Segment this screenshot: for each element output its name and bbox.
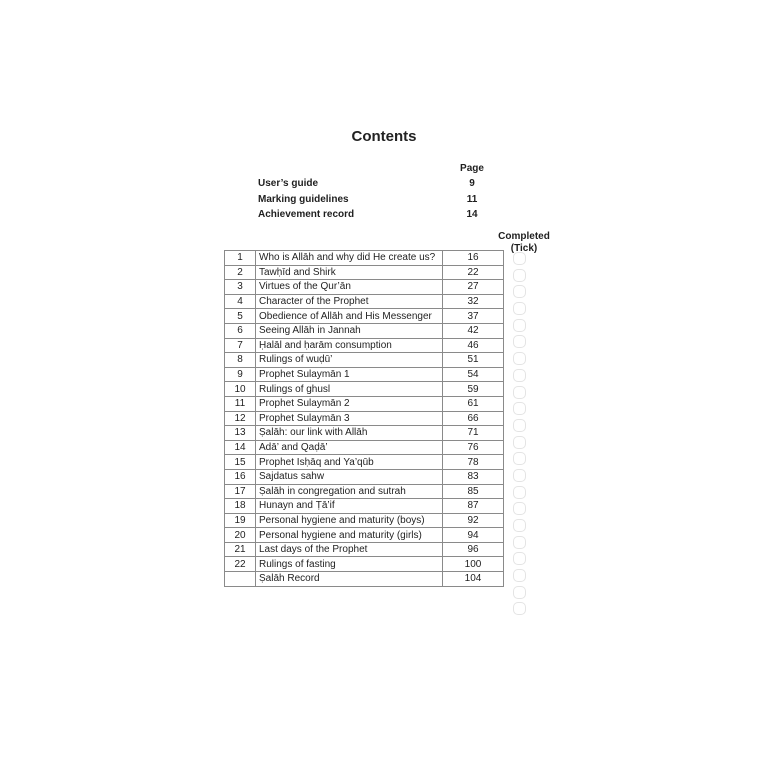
tick-box[interactable] [513,369,526,382]
tick-box[interactable] [513,269,526,282]
tick-box[interactable] [513,386,526,399]
chapter-title: Prophet Sulaymān 1 [256,367,443,382]
table-row [225,499,504,514]
chapter-number: 13 [225,426,256,441]
chapter-page: 32 [443,294,504,309]
front-matter-page: 11 [466,194,478,205]
chapter-title: Prophet Sulaymān 3 [256,411,443,426]
table-row [225,338,504,353]
chapter-page: 96 [443,542,504,557]
tick-box[interactable] [513,552,526,565]
chapter-number: 2 [225,265,256,280]
chapter-number: 15 [225,455,256,470]
front-matter-page: 14 [466,209,478,220]
tick-box[interactable] [513,252,526,265]
tick-box[interactable] [513,519,526,532]
chapter-page: 46 [443,338,504,353]
table-row [225,557,504,572]
chapter-title: Ḥalāl and ḥarām consumption [256,338,443,353]
table-row [225,251,504,266]
table-row [225,455,504,470]
chapter-number: 17 [225,484,256,499]
chapter-number: 3 [225,280,256,295]
table-row [225,353,504,368]
tick-box[interactable] [513,536,526,549]
chapter-number: 16 [225,469,256,484]
chapter-number: 19 [225,513,256,528]
chapter-page: 37 [443,309,504,324]
contents-table [224,250,504,587]
chapter-page: 71 [443,426,504,441]
chapter-title: Rulings of wuḍū’ [256,353,443,368]
tick-box[interactable] [513,285,526,298]
table-row [225,572,504,587]
chapter-page: 54 [443,367,504,382]
chapter-page: 85 [443,484,504,499]
tick-box[interactable] [513,419,526,432]
table-row [225,484,504,499]
chapter-page: 92 [443,513,504,528]
chapter-number: 18 [225,499,256,514]
tick-box[interactable] [513,335,526,348]
front-matter-row [258,178,498,192]
chapter-page: 51 [443,353,504,368]
chapter-page: 66 [443,411,504,426]
table-row [225,440,504,455]
chapter-title: Obedience of Allāh and His Messenger [256,309,443,324]
tick-box[interactable] [513,602,526,615]
front-matter-page: 9 [469,178,475,189]
chapter-number: 9 [225,367,256,382]
front-matter-label: Marking guidelines [258,194,349,205]
tick-box[interactable] [513,486,526,499]
tick-box[interactable] [513,569,526,582]
table-row [225,367,504,382]
tick-box[interactable] [513,436,526,449]
front-matter-label: Achievement record [258,209,355,220]
chapter-title: Adā’ and Qaḍā’ [256,440,443,455]
table-row [225,528,504,543]
chapter-page: 104 [443,572,504,587]
chapter-title: Sajdatus sahw [256,469,443,484]
page-column-header: Page [460,163,484,174]
front-matter-row [258,194,498,208]
chapter-page: 83 [443,469,504,484]
table-row [225,265,504,280]
chapter-title: Ṣalāh in congregation and sutrah [256,484,443,499]
chapter-page: 61 [443,396,504,411]
tick-box[interactable] [513,452,526,465]
chapter-title: Personal hygiene and maturity (girls) [256,528,443,543]
chapter-number: 7 [225,338,256,353]
chapter-title: Tawḥīd and Shirk [256,265,443,280]
front-matter-label: User’s guide [258,178,319,189]
table-row [225,294,504,309]
chapter-title: Personal hygiene and maturity (boys) [256,513,443,528]
chapter-title: Rulings of fasting [256,557,443,572]
chapter-number [225,572,256,587]
table-row [225,469,504,484]
page-title: Contents [351,128,417,145]
completed-header-line: (Tick) [510,243,538,254]
chapter-title: Rulings of ghusl [256,382,443,397]
chapter-number: 11 [225,396,256,411]
chapter-number: 14 [225,440,256,455]
chapter-title: Last days of the Prophet [256,542,443,557]
chapter-page: 76 [443,440,504,455]
table-row [225,426,504,441]
chapter-number: 1 [225,251,256,266]
table-row [225,382,504,397]
chapter-page: 87 [443,499,504,514]
table-row [225,309,504,324]
chapter-page: 27 [443,280,504,295]
chapter-title: Ṣalāh Record [256,572,443,587]
chapter-title: Prophet Isḥāq and Ya’qūb [256,455,443,470]
tick-box[interactable] [513,469,526,482]
table-row [225,542,504,557]
tick-box[interactable] [513,502,526,515]
chapter-page: 22 [443,265,504,280]
chapter-page: 42 [443,323,504,338]
chapter-title: Character of the Prophet [256,294,443,309]
chapter-number: 8 [225,353,256,368]
chapter-number: 20 [225,528,256,543]
tick-box[interactable] [513,586,526,599]
chapter-number: 21 [225,542,256,557]
chapter-page: 100 [443,557,504,572]
chapter-title: Virtues of the Qur’ān [256,280,443,295]
completed-tick-column [513,252,529,619]
table-row [225,396,504,411]
chapter-number: 12 [225,411,256,426]
table-row [225,323,504,338]
chapter-number: 6 [225,323,256,338]
chapter-page: 16 [443,251,504,266]
chapter-number: 5 [225,309,256,324]
tick-box[interactable] [513,402,526,415]
chapter-number: 10 [225,382,256,397]
chapter-page: 94 [443,528,504,543]
chapter-page: 59 [443,382,504,397]
table-row [225,280,504,295]
chapter-number: 22 [225,557,256,572]
chapter-title: Ṣalāh: our link with Allāh [256,426,443,441]
chapter-title: Seeing Allāh in Jannah [256,323,443,338]
tick-box[interactable] [513,352,526,365]
table-row [225,411,504,426]
front-matter-row [258,209,498,223]
table-row [225,513,504,528]
chapter-title: Prophet Sulaymān 2 [256,396,443,411]
chapter-page: 78 [443,455,504,470]
chapter-title: Who is Allāh and why did He create us? [256,251,443,266]
chapter-title: Hunayn and Ṭā’if [256,499,443,514]
tick-box[interactable] [513,319,526,332]
chapter-number: 4 [225,294,256,309]
tick-box[interactable] [513,302,526,315]
completed-header-line: Completed [498,231,550,242]
